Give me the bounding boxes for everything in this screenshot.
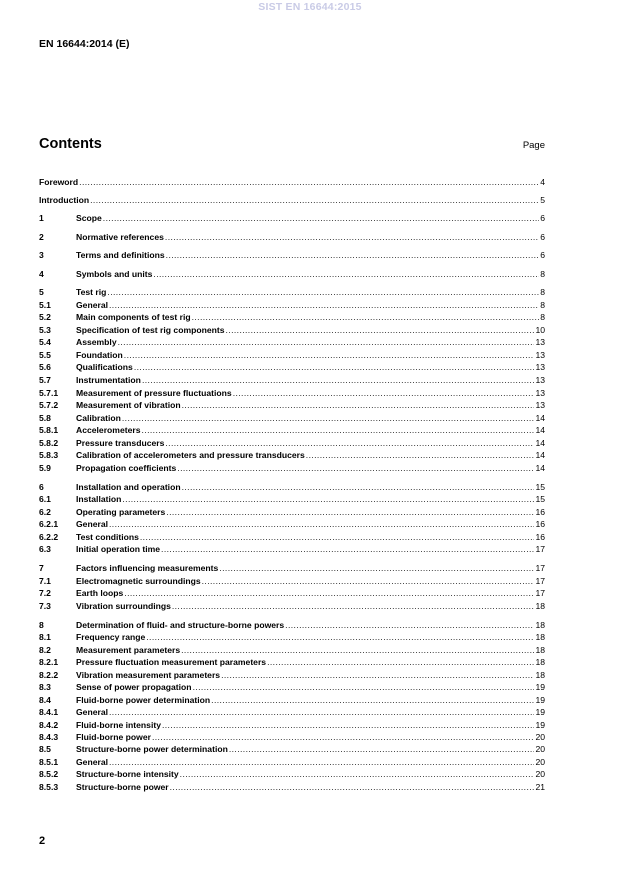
toc-entry[interactable] [39, 644, 545, 656]
toc-entry[interactable] [39, 543, 545, 555]
toc-entry-number: 8.2.1 [39, 657, 59, 667]
toc-entry-title: Accelerometers [76, 425, 141, 435]
toc-entry-title: Measurement parameters [76, 645, 181, 655]
toc-entry[interactable] [39, 299, 545, 311]
toc-entry-page: 13 [535, 375, 545, 385]
toc-entry-title: Measurement of pressure fluctuations [76, 388, 232, 398]
toc-entry[interactable] [39, 412, 545, 424]
toc-entry-title: Pressure transducers [76, 438, 165, 448]
toc-entry[interactable] [39, 286, 545, 298]
toc-entry-number: 8.5.2 [39, 769, 59, 779]
toc-leader-dots [134, 361, 535, 373]
toc-leader-dots [118, 336, 535, 348]
toc-leader-dots [162, 719, 534, 731]
toc-entry-page: 8 [540, 287, 545, 297]
toc-entry-title: Propagation coefficients [76, 463, 177, 473]
toc-entry-title: Installation and operation [76, 482, 181, 492]
toc-entry[interactable] [39, 669, 545, 681]
toc-entry[interactable] [39, 531, 545, 543]
toc-entry-number: 8.4.1 [39, 707, 59, 717]
toc-entry-number: 5.8.1 [39, 425, 59, 435]
toc-entry-page: 14 [535, 438, 545, 448]
toc-entry-number: 5.8.2 [39, 438, 59, 448]
toc-entry-page: 8 [540, 312, 545, 322]
toc-entry-title: General [76, 757, 109, 767]
toc-entry-page: 13 [535, 400, 545, 410]
toc-leader-dots [122, 493, 534, 505]
toc-entry-number: 8.3 [39, 682, 51, 692]
toc-entry[interactable] [39, 249, 545, 261]
toc-entry[interactable] [39, 493, 545, 505]
toc-entry-number: 8.5 [39, 744, 51, 754]
toc-entry-page: 20 [535, 757, 545, 767]
toc-entry-title: Frequency range [76, 632, 146, 642]
toc-leader-dots [142, 374, 535, 386]
toc-entry-title: Calibration of accelerometers and pressure transducers [76, 450, 305, 460]
toc-entry-number: 2 [39, 232, 44, 242]
toc-entry-page: 19 [535, 720, 545, 730]
toc-leader-dots [306, 449, 535, 461]
toc-entry-number: 5.8.3 [39, 450, 59, 460]
toc-leader-dots [211, 694, 534, 706]
toc-entry-page: 13 [535, 350, 545, 360]
toc-leader-dots [267, 656, 534, 668]
toc-entry-page: 13 [535, 362, 545, 372]
toc-entry[interactable] [39, 768, 545, 780]
toc-leader-dots [109, 518, 534, 530]
toc-leader-dots [152, 731, 534, 743]
toc-entry-page: 19 [535, 682, 545, 692]
toc-entry-number: 5.9 [39, 463, 51, 473]
toc-entry-page: 17 [535, 576, 545, 586]
toc-entry-title: Scope [76, 213, 102, 223]
toc-entry-title: Symbols and units [76, 269, 153, 279]
toc-entry-page: 4 [540, 177, 545, 187]
toc-entry-page: 15 [535, 494, 545, 504]
toc-entry-title: Measurement of vibration [76, 400, 181, 410]
toc-entry-number: 6 [39, 482, 44, 492]
toc-entry[interactable] [39, 518, 545, 530]
toc-entry[interactable] [39, 374, 545, 386]
toc-entry-number: 5.8 [39, 413, 51, 423]
toc-entry-title: Operating parameters [76, 507, 166, 517]
toc-entry-page: 8 [540, 300, 545, 310]
toc-entry-page: 17 [535, 588, 545, 598]
toc-entry[interactable] [39, 449, 545, 461]
toc-entry[interactable] [39, 781, 545, 793]
toc-entry[interactable] [39, 361, 545, 373]
toc-entry-number: 5.4 [39, 337, 51, 347]
toc-entry[interactable] [39, 756, 545, 768]
toc-leader-dots [140, 531, 535, 543]
toc-entry-page: 19 [535, 707, 545, 717]
toc-leader-dots [109, 706, 534, 718]
toc-entry-number: 5.7.1 [39, 388, 59, 398]
toc-entry-number: 8.4.2 [39, 720, 59, 730]
toc-entry-title: Test conditions [76, 532, 139, 542]
toc-entry[interactable] [39, 231, 545, 243]
toc-leader-dots [285, 619, 534, 631]
toc-leader-dots [103, 212, 539, 224]
toc-entry-page: 18 [535, 601, 545, 611]
toc-entry-title: Terms and definitions [76, 250, 165, 260]
toc-entry-title: Determination of fluid- and structure-borne powers [76, 620, 285, 630]
toc-leader-dots [226, 324, 535, 336]
toc-entry[interactable] [39, 349, 545, 361]
toc-leader-dots [177, 462, 534, 474]
page-column-label: Page [522, 140, 545, 151]
toc-entry-number: 5 [39, 287, 44, 297]
toc-entry-title: Foreword [39, 177, 79, 187]
toc-entry-number: 8.5.1 [39, 757, 59, 767]
toc-leader-dots [124, 349, 535, 361]
toc-entry-page: 19 [535, 695, 545, 705]
toc-entry-page: 18 [535, 670, 545, 680]
toc-leader-dots [109, 756, 534, 768]
toc-entry-page: 13 [535, 388, 545, 398]
toc-entry-number: 5.6 [39, 362, 51, 372]
toc-entry[interactable] [39, 575, 545, 587]
toc-entry-number: 5.2 [39, 312, 51, 322]
toc-entry-page: 14 [535, 413, 545, 423]
toc-entry-title: Installation [76, 494, 122, 504]
toc-leader-dots [122, 412, 535, 424]
toc-entry-title: Earth loops [76, 588, 124, 598]
toc-entry-title: Vibration surroundings [76, 601, 171, 611]
toc-entry-title: Calibration [76, 413, 121, 423]
toc-entry[interactable] [39, 212, 545, 224]
toc-entry-page: 10 [535, 325, 545, 335]
toc-entry[interactable] [39, 600, 545, 612]
toc-entry[interactable] [39, 562, 545, 574]
toc-entry-title: Fluid-borne power [76, 732, 151, 742]
toc-entry-number: 7.3 [39, 601, 51, 611]
toc-entry[interactable] [39, 311, 545, 323]
toc-entry-title: Electromagnetic surroundings [76, 576, 201, 586]
toc-leader-dots [182, 481, 535, 493]
toc-entry-number: 5.1 [39, 300, 51, 310]
toc-entry-title: Instrumentation [76, 375, 141, 385]
toc-entry[interactable] [39, 694, 545, 706]
watermark: SIST EN 16644:2015 [258, 1, 362, 13]
toc-leader-dots [107, 286, 539, 298]
toc-entry-title: Fluid-borne intensity [76, 720, 161, 730]
toc-entry[interactable] [39, 587, 545, 599]
toc-entry-number: 6.1 [39, 494, 51, 504]
toc-entry-number: 8.4.3 [39, 732, 59, 742]
toc-entry-number: 8.4 [39, 695, 51, 705]
toc-entry-number: 8 [39, 620, 44, 630]
toc-entry-number: 5.7 [39, 375, 51, 385]
toc-leader-dots [233, 387, 535, 399]
toc-leader-dots [180, 768, 535, 780]
toc-entry-title: Fluid-borne power determination [76, 695, 211, 705]
toc-entry-number: 6.2.1 [39, 519, 59, 529]
toc-entry[interactable] [39, 731, 545, 743]
toc-entry[interactable] [39, 176, 545, 188]
toc-entry-page: 13 [535, 337, 545, 347]
toc-entry-title: Initial operation time [76, 544, 161, 554]
toc-entry[interactable] [39, 437, 545, 449]
toc-entry-title: Normative references [76, 232, 164, 242]
toc-entry-title: Structure-borne power [76, 782, 169, 792]
toc-entry[interactable] [39, 719, 545, 731]
toc-entry-number: 8.1 [39, 632, 51, 642]
toc-entry[interactable] [39, 399, 545, 411]
toc-entry[interactable] [39, 194, 545, 206]
toc-entry-page: 5 [540, 195, 545, 205]
toc-entry-page: 16 [535, 532, 545, 542]
toc-entry[interactable] [39, 631, 545, 643]
toc-leader-dots [219, 562, 534, 574]
toc-entry-number: 5.3 [39, 325, 51, 335]
toc-entry-title: Main components of test rig [76, 312, 191, 322]
toc-entry[interactable] [39, 324, 545, 336]
toc-entry-page: 16 [535, 507, 545, 517]
toc-entry-title: Specification of test rig components [76, 325, 225, 335]
toc-entry[interactable] [39, 619, 545, 631]
toc-entry-page: 20 [535, 769, 545, 779]
toc-entry-page: 6 [540, 250, 545, 260]
toc-entry-title: Test rig [76, 287, 107, 297]
toc-leader-dots [109, 299, 539, 311]
toc-entry[interactable] [39, 681, 545, 693]
toc-entry-title: General [76, 707, 109, 717]
toc-leader-dots [181, 644, 534, 656]
toc-entry[interactable] [39, 424, 545, 436]
toc-entry-number: 4 [39, 269, 44, 279]
page-number: 2 [39, 835, 46, 847]
toc-entry-number: 1 [39, 213, 44, 223]
toc-entry[interactable] [39, 387, 545, 399]
toc-leader-dots [229, 743, 535, 755]
toc-entry[interactable] [39, 462, 545, 474]
toc-entry-number: 6.3 [39, 544, 51, 554]
toc-entry-title: Vibration measurement parameters [76, 670, 221, 680]
toc-entry-number: 8.5.3 [39, 782, 59, 792]
toc-entry-title: Sense of power propagation [76, 682, 192, 692]
toc-leader-dots [146, 631, 534, 643]
toc-entry[interactable] [39, 481, 545, 493]
toc-entry-page: 14 [535, 463, 545, 473]
toc-entry-title: Factors influencing measurements [76, 563, 219, 573]
toc-leader-dots [193, 681, 535, 693]
toc-entry-number: 8.2 [39, 645, 51, 655]
toc-entry-title: Introduction [39, 195, 90, 205]
toc-leader-dots [221, 669, 534, 681]
toc-entry-number: 3 [39, 250, 44, 260]
toc-leader-dots [153, 268, 539, 280]
toc-entry-title: Structure-borne power determination [76, 744, 228, 754]
toc-entry[interactable] [39, 706, 545, 718]
toc-entry-number: 7.1 [39, 576, 51, 586]
toc-leader-dots [192, 311, 540, 323]
toc-entry-page: 18 [535, 645, 545, 655]
toc-entry-page: 6 [540, 232, 545, 242]
toc-entry-title: General [76, 300, 109, 310]
toc-entry-number: 8.2.2 [39, 670, 59, 680]
toc-leader-dots [172, 600, 535, 612]
toc-entry-page: 20 [535, 732, 545, 742]
toc-entry-page: 14 [535, 450, 545, 460]
toc-leader-dots [166, 249, 540, 261]
toc-entry-page: 18 [535, 657, 545, 667]
toc-leader-dots [170, 781, 535, 793]
toc-entry-page: 6 [540, 213, 545, 223]
toc-entry[interactable] [39, 656, 545, 668]
toc-entry-title: Pressure fluctuation measurement parameters [76, 657, 267, 667]
toc-entry-page: 16 [535, 519, 545, 529]
toc-entry-title: Assembly [76, 337, 117, 347]
toc-entry-page: 21 [535, 782, 545, 792]
toc-entry-number: 5.7.2 [39, 400, 59, 410]
toc-entry-number: 5.5 [39, 350, 51, 360]
toc-entry[interactable] [39, 743, 545, 755]
toc-entry-page: 17 [535, 563, 545, 573]
toc-entry-title: Structure-borne intensity [76, 769, 179, 779]
toc-entry-number: 6.2.2 [39, 532, 59, 542]
toc-entry-page: 8 [540, 269, 545, 279]
toc-entry-number: 7.2 [39, 588, 51, 598]
toc-entry-page: 18 [535, 620, 545, 630]
toc-leader-dots [166, 506, 534, 518]
toc-entry-page: 15 [535, 482, 545, 492]
toc-leader-dots [165, 231, 539, 243]
toc-entry-number: 6.2 [39, 507, 51, 517]
toc-leader-dots [124, 587, 534, 599]
toc-leader-dots [202, 575, 535, 587]
toc-leader-dots [90, 194, 539, 206]
toc-leader-dots [79, 176, 539, 188]
toc-entry-title: Qualifications [76, 362, 133, 372]
toc-entry-title: Foundation [76, 350, 123, 360]
toc-entry[interactable] [39, 268, 545, 280]
toc-entry-page: 18 [535, 632, 545, 642]
toc-entry-page: 20 [535, 744, 545, 754]
contents-heading: Contents [39, 136, 102, 152]
toc-entry-number: 7 [39, 563, 44, 573]
toc-entry[interactable] [39, 506, 545, 518]
document-id: EN 16644:2014 (E) [39, 38, 130, 50]
toc-leader-dots [182, 399, 535, 411]
toc-leader-dots [161, 543, 534, 555]
toc-entry-page: 17 [535, 544, 545, 554]
toc-entry-page: 14 [535, 425, 545, 435]
toc-leader-dots [142, 424, 535, 436]
toc-entry[interactable] [39, 336, 545, 348]
toc-leader-dots [165, 437, 534, 449]
toc-entry-title: General [76, 519, 109, 529]
